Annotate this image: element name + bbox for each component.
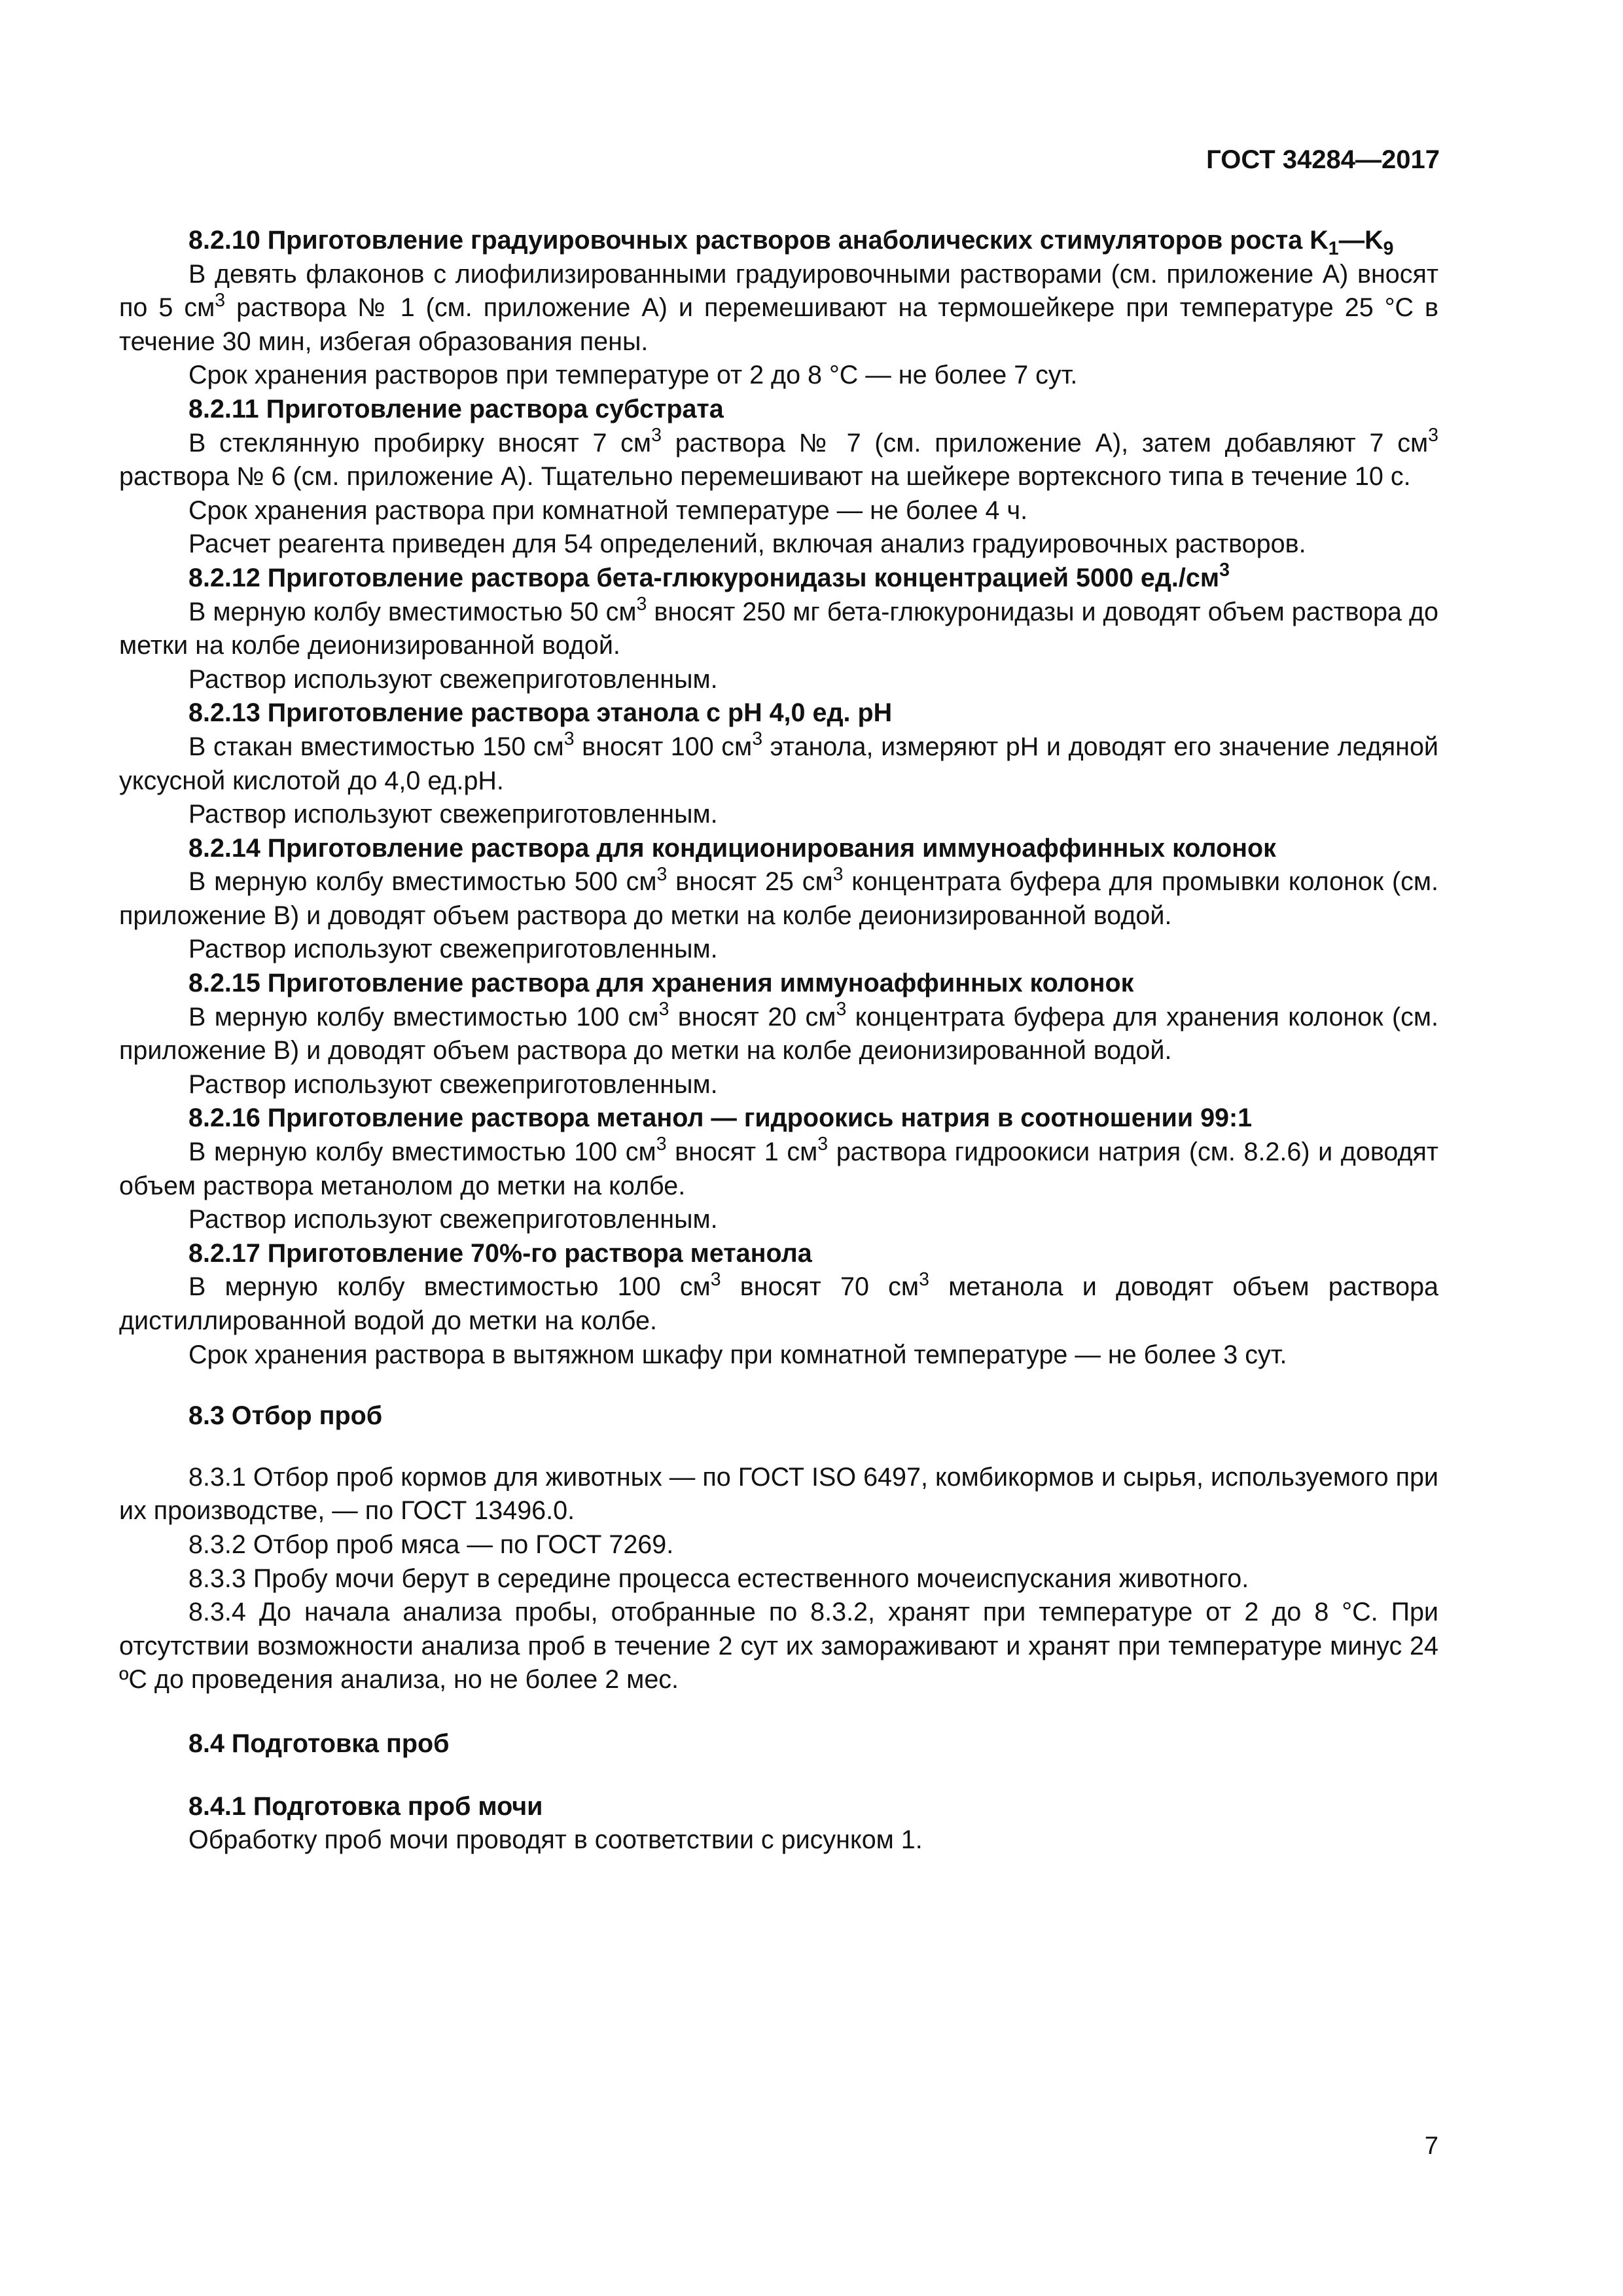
paragraph: 8.3.2 Отбор проб мяса — по ГОСТ 7269. xyxy=(188,1530,674,1559)
section-heading-8-3: 8.3 Отбор проб xyxy=(188,1401,383,1431)
paragraph: Срок хранения растворов при температуре от 2 до 8 °С — не более 7 сут. xyxy=(188,361,1078,390)
paragraph: Срок хранения раствора при комнатной температуре — не более 4 ч. xyxy=(188,495,1028,525)
paragraph: Раствор используют свежеприготовленным. xyxy=(188,800,718,829)
document-body xyxy=(119,224,1438,1857)
paragraph: В мерную колбу вместимостью 100 $см^3$ вносят 1 $см^3$ раствора гидроокиси натрия (см. 8.2.6) и доводят объем раствора метанолом до метки на колбе. xyxy=(119,1134,1438,1200)
paragraph: Раствор используют свежеприготовленным. xyxy=(188,935,718,964)
paragraph: Раствор используют свежеприготовленным. xyxy=(188,1069,718,1099)
paragraph: Срок хранения раствора в вытяжном шкафу при комнатной температуре — не более 3 сут. xyxy=(188,1340,1287,1369)
paragraph: В мерную колбу вместимостью 100 $см^3$ вносят 70 $см^3$ метанола и доводят объем раствора дистиллированной водой до метки на колбе. xyxy=(119,1268,1439,1335)
section-heading-8-2-16: 8.2.16 Приготовление раствора метанол — гидроокись натрия в соотношении 99:1 xyxy=(188,1103,1253,1133)
section-heading-8-2-11: 8.2.11 Приготовление раствора субстрата xyxy=(188,394,724,423)
paragraph: Раствор используют свежеприготовленным. xyxy=(188,664,718,694)
paragraph: 8.3.4 До начала анализа пробы, отобранные по 8.3.2, хранят при температуре от 2 до 8 °С. При отсутствии возможности анализа проб в течение 2 сут их замораживают и хранят при температуре минус 24 ºС до проведения анализа, но не более 2 мес. xyxy=(119,1598,1438,1695)
section-heading-8-2-15: 8.2.15 Приготовление раствора для хранения иммуноаффинных колонок xyxy=(188,969,1134,998)
page-number: 7 xyxy=(1424,2132,1438,2160)
section-heading-8-2-17: 8.2.17 Приготовление 70%-го раствора метанола xyxy=(188,1238,812,1268)
paragraph: В мерную колбу вместимостью 50 $см^3$ вносят 250 мг бета-глюкуронидазы и доводят объем раствора до метки на колбе деионизированной водой. xyxy=(119,593,1438,660)
paragraph: В стакан вместимостью 150 $см^3$ вносят 100 $см^3$ этанола, измеряют рН и доводят его значение ледяной уксусной кислотой до 4,0 ед.рН. xyxy=(119,728,1438,795)
section-heading-8-4: 8.4 Подготовка проб xyxy=(188,1729,450,1758)
paragraph: В стеклянную пробирку вносят 7 $см^3$ раствора № 7 (см. приложение А), затем добавляют 7 $см^3$ раствора № 6 (см. приложение А). Тщательно перемешивают на шейкере вортексного типа в течение 10 с. xyxy=(119,424,1438,492)
section-heading-8-2-12: 8.2.12 Приготовление раствора бета-глюкуронидазы концентрацией 5000 $ед./см^3$ xyxy=(188,560,1230,592)
section-heading-8-2-10: 8.2.10 Приготовление градуировочных растворов анаболических стимуляторов роста $K_1—K_9$ xyxy=(188,226,1394,259)
section-heading-8-2-14: 8.2.14 Приготовление раствора для кондиционирования иммуноаффинных колонок xyxy=(188,833,1276,863)
section-heading-8-2-13: 8.2.13 Приготовление раствора этанола с рН 4,0 ед. рН xyxy=(188,698,893,728)
section-heading-8-4-1: 8.4.1 Подготовка проб мочи xyxy=(188,1791,543,1821)
paragraph: Расчет реагента приведен для 54 определений, включая анализ градуировочных растворов. xyxy=(188,529,1306,559)
paragraph: Раствор используют свежеприготовленным. xyxy=(188,1205,718,1234)
paragraph: 8.3.1 Отбор проб кормов для животных — по ГОСТ ISO 6497, комбикормов и сырья, используемого при их производстве, — по ГОСТ 13496.0. xyxy=(119,1462,1438,1526)
paragraph: В девять флаконов с лиофилизированными градуировочными растворами (см. приложение А) вносят по 5 $см^3$ раствора № 1 (см. приложение А) и перемешивают на термошейкере при температуре 25 °С в течение 30 мин, избегая образования пены. xyxy=(119,259,1438,356)
paragraph: 8.3.3 Пробу мочи берут в середине процесса естественного мочеиспускания животного. xyxy=(188,1564,1249,1593)
paragraph: В мерную колбу вместимостью 100 $см^3$ вносят 20 $см^3$ концентрата буфера для хранения колонок (см. приложение В) и доводят объем раствора до метки на колбе деионизированной водой. xyxy=(119,999,1438,1066)
paragraph: Обработку проб мочи проводят в соответствии с рисунком 1. xyxy=(188,1825,923,1855)
document-header: ГОСТ 34284—2017 xyxy=(1206,145,1440,174)
paragraph: В мерную колбу вместимостью 500 $см^3$ вносят 25 $см^3$ концентрата буфера для промывки колонок (см. приложение В) и доводят объем раствора до метки на колбе деионизированной водой. xyxy=(119,863,1438,930)
